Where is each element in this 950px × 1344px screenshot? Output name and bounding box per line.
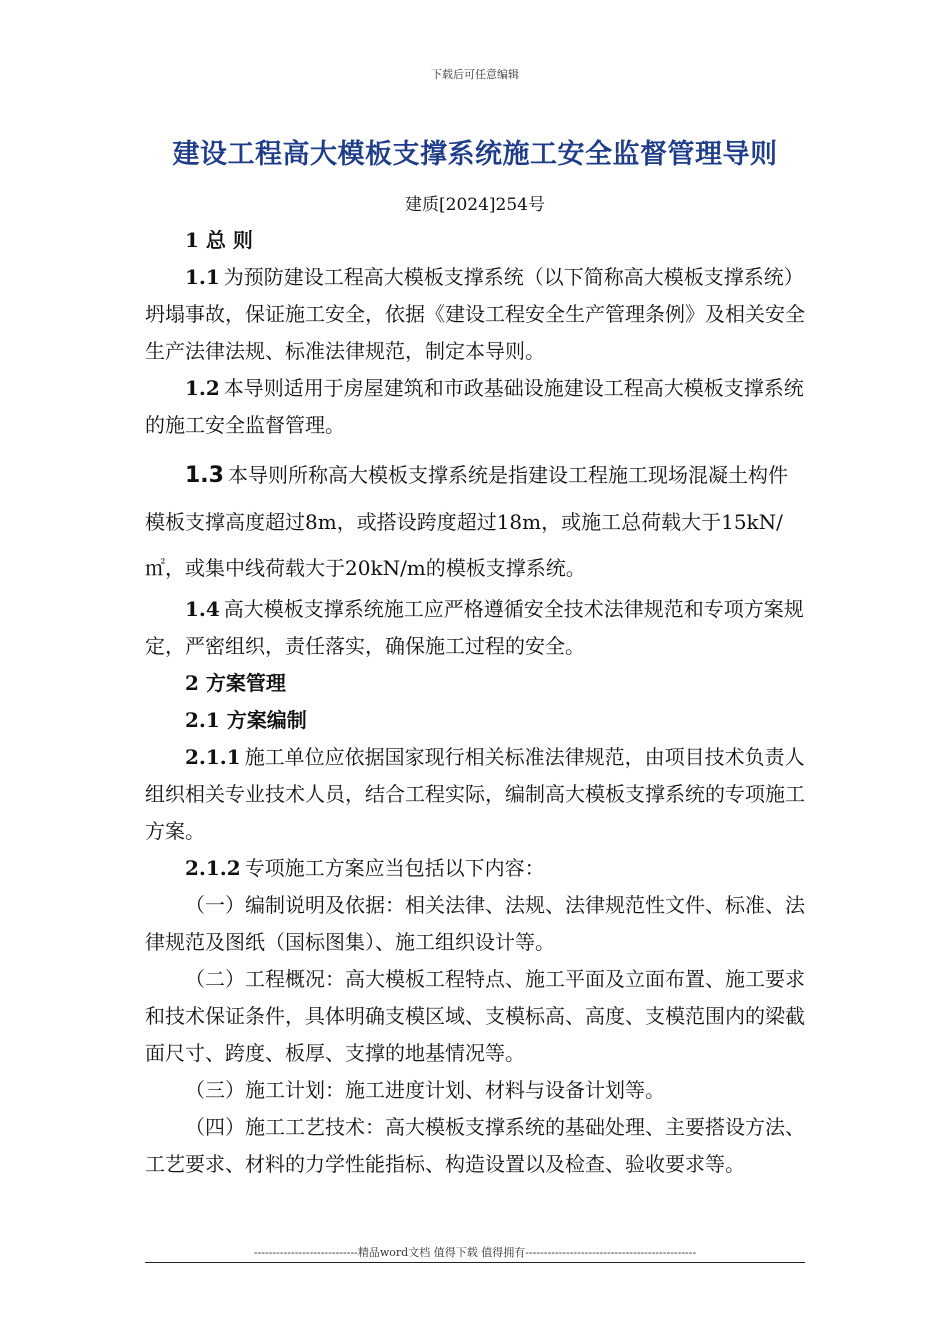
clause-number: 1.4 <box>185 597 220 621</box>
clause-text: 本导则所称高大模板支撑系统是指建设工程施工现场混凝土构件模板支撑高度超过8m，或搭设跨度超过18m，或施工总荷载大于15kN/㎡，或集中线荷载大于20kN/m的模板支撑系统。 <box>145 463 788 580</box>
page-header: 下载后可任意编辑 <box>431 68 519 81</box>
clause-text: 本导则适用于房屋建筑和市政基础设施建设工程高大模板支撑系统的施工安全监督管理。 <box>145 376 804 437</box>
clause-text: 为预防建设工程高大模板支撑系统（以下简称高大模板支撑系统）坍塌事故，保证施工安全，依据《建设工程安全生产管理条例》及相关安全生产法律法规、标准法律规范，制定本导则。 <box>145 265 805 363</box>
list-item-2: （二）工程概况：高大模板工程特点、施工平面及立面布置、施工要求和技术保证条件，具体明确支模区域、支模标高、高度、支模范围内的梁截面尺寸、跨度、板厚、支撑的地基情况等。 <box>145 967 805 1065</box>
section-heading-1: 1 总 则 <box>185 228 253 252</box>
document-number: 建质[2024]254号 <box>405 195 545 215</box>
list-item-3: （三）施工计划：施工进度计划、材料与设备计划等。 <box>185 1078 665 1102</box>
clause-text: 专项施工方案应当包括以下内容： <box>244 856 545 880</box>
section-heading-2: 2 方案管理 <box>185 671 286 695</box>
clause-number: 2.1.2 <box>185 856 241 880</box>
clause-number: 1.2 <box>185 376 220 400</box>
clause-number: 1.1 <box>185 265 220 289</box>
document-body <box>145 222 805 1183</box>
paragraph-1-3 <box>145 452 805 591</box>
paragraph-1-4 <box>145 591 805 665</box>
paragraph-1-2 <box>145 370 805 444</box>
paragraph-1-1 <box>145 259 805 370</box>
paragraph-2-1-1 <box>145 739 805 850</box>
document-title: 建设工程高大模板支撑系统施工安全监督管理导则 <box>172 139 778 170</box>
clause-number: 2.1.1 <box>185 745 241 769</box>
list-item-1: （一）编制说明及依据：相关法律、法规、法律规范性文件、标准、法律规范及图纸（国标图集）、施工组织设计等。 <box>145 893 805 954</box>
paragraph-2-1-2 <box>145 850 805 887</box>
list-item-4: （四）施工工艺技术：高大模板支撑系统的基础处理、主要搭设方法、工艺要求、材料的力学性能指标、构造设置以及检查、验收要求等。 <box>145 1115 805 1176</box>
subsection-heading-2-1: 2.1 方案编制 <box>185 708 307 732</box>
clause-number: 1.3 <box>185 463 224 488</box>
clause-text: 施工单位应依据国家现行相关标准法律规范，由项目技术负责人组织相关专业技术人员，结合工程实际，编制高大模板支撑系统的专项施工方案。 <box>145 745 805 843</box>
clause-text: 高大模板支撑系统施工应严格遵循安全技术法律规范和专项方案规定，严密组织，责任落实，确保施工过程的安全。 <box>145 597 804 658</box>
page-footer: ----------------------------精品word文档 值得下载 值得拥有---------------------------------------------- <box>253 1246 697 1259</box>
footer-divider <box>145 1262 805 1263</box>
